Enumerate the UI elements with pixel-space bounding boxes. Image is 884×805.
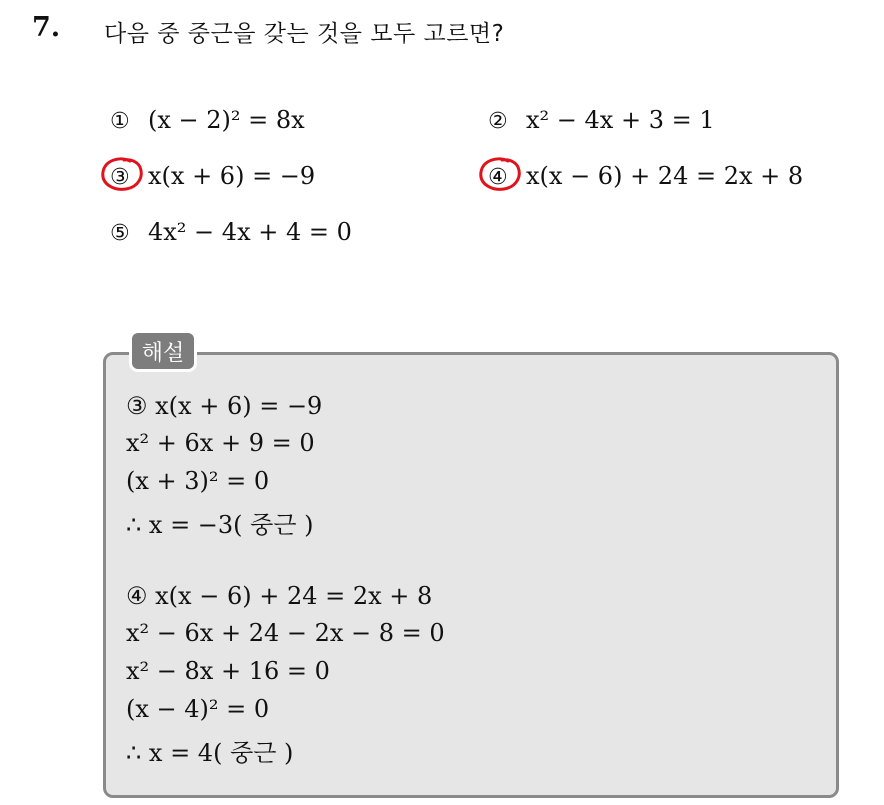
choice-5[interactable] [110,218,352,246]
circle-mark-choice-4 [478,155,524,193]
circle-mark-choice-3 [100,155,146,193]
choice-expression: x(x − 6) + 24 = 2x + 8 [526,162,804,190]
choice-4[interactable] [488,162,803,190]
explanation-line: x² + 6x + 9 = 0 [126,429,315,457]
choice-expression: x² − 4x + 3 = 1 [526,106,715,134]
choice-number: ② [488,109,508,134]
choice-number: ③ [110,165,130,190]
choice-number: ④ [488,165,508,190]
explanation-line: x² − 6x + 24 − 2x − 8 = 0 [126,619,445,647]
explanation-line: ∴ x = 4( 중근 ) [126,739,294,767]
explanation-line: ∴ x = −3( 중근 ) [126,511,314,539]
choice-number: ① [110,109,130,134]
explanation-line: x² − 8x + 16 = 0 [126,657,330,685]
choice-1[interactable] [110,106,305,134]
choice-expression: 4x² − 4x + 4 = 0 [148,218,352,246]
explanation-line: (x − 4)² = 0 [126,695,270,723]
explanation-label: 해설 [129,330,197,372]
explanation-line: ③ x(x + 6) = −9 [126,392,323,420]
choice-number: ⑤ [110,221,130,246]
question-text: 다음 중 중근을 갖는 것을 모두 고르면? [104,21,505,47]
explanation-line: (x + 3)² = 0 [126,467,270,495]
choice-expression: x(x + 6) = −9 [148,162,316,190]
choice-2[interactable] [488,106,715,134]
question-number: 7. [32,12,61,43]
choice-expression: (x − 2)² = 8x [148,106,305,134]
explanation-line: ④ x(x − 6) + 24 = 2x + 8 [126,582,433,610]
